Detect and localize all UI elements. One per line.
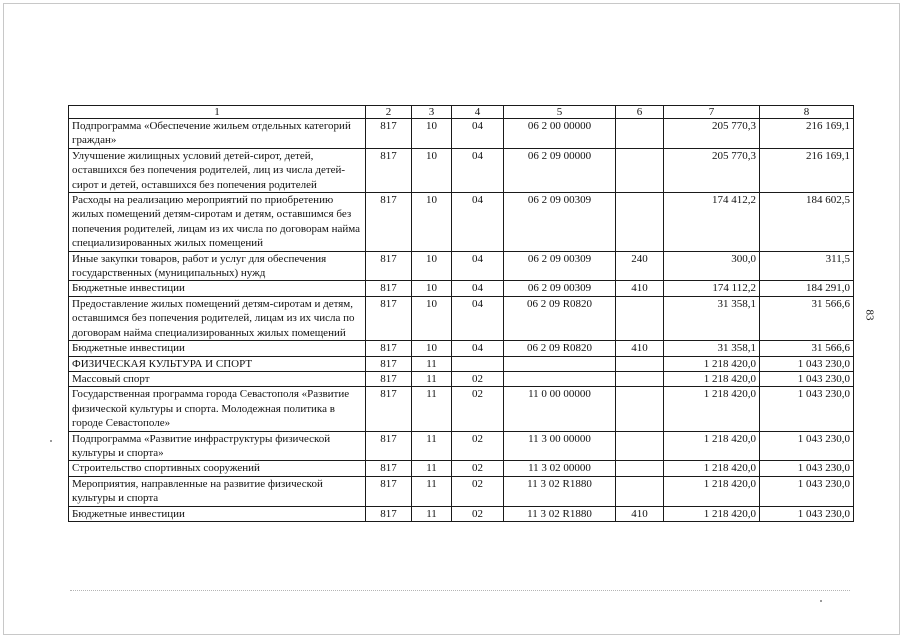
amount-year2-cell: 1 043 230,0 (760, 371, 854, 386)
amount-year1-cell: 31 358,1 (664, 296, 760, 340)
row-name-cell: ФИЗИЧЕСКАЯ КУЛЬТУРА И СПОРТ (69, 356, 366, 371)
target-article-cell: 06 2 09 00309 (504, 193, 616, 252)
section-cell: 10 (412, 193, 452, 252)
subsection-cell: 02 (452, 387, 504, 431)
expense-type-cell (616, 476, 664, 506)
row-name-cell: Подпрограмма «Обеспечение жильем отдельных категорий граждан» (69, 119, 366, 149)
target-article-cell: 06 2 09 00000 (504, 148, 616, 192)
target-article-cell: 11 3 02 R1880 (504, 476, 616, 506)
subsection-cell: 02 (452, 461, 504, 476)
target-article-cell: 11 3 00 00000 (504, 431, 616, 461)
table-row (69, 193, 854, 252)
amount-year1-cell: 1 218 420,0 (664, 431, 760, 461)
expense-type-cell (616, 356, 664, 371)
scan-dotted-line (70, 590, 850, 597)
section-cell: 11 (412, 387, 452, 431)
row-name-cell: Бюджетные инвестиции (69, 341, 366, 356)
header-cell: 3 (412, 106, 452, 119)
section-cell: 10 (412, 281, 452, 296)
target-article-cell: 11 3 02 R1880 (504, 506, 616, 521)
section-cell: 10 (412, 119, 452, 149)
target-article-cell: 06 2 09 R0820 (504, 296, 616, 340)
subsection-cell: 04 (452, 341, 504, 356)
header-cell: 5 (504, 106, 616, 119)
table-row (69, 431, 854, 461)
row-name-cell: Расходы на реализацию мероприятий по приобретению жилых помещений детям-сиротам и детям, оставшимся без попечения родителей, лицам из их числа по договорам найма специализированных жилых помещений (69, 193, 366, 252)
amount-year1-cell: 1 218 420,0 (664, 476, 760, 506)
table-header-row (69, 106, 854, 119)
section-cell: 11 (412, 356, 452, 371)
section-cell: 10 (412, 148, 452, 192)
section-cell: 11 (412, 371, 452, 386)
section-cell: 11 (412, 431, 452, 461)
table-row (69, 119, 854, 149)
expense-type-cell (616, 387, 664, 431)
amount-year2-cell: 1 043 230,0 (760, 356, 854, 371)
scan-artifact (820, 600, 822, 602)
target-article-cell: 06 2 09 00309 (504, 251, 616, 281)
expense-type-cell: 410 (616, 281, 664, 296)
row-name-cell: Подпрограмма «Развитие инфраструктуры физической культуры и спорта» (69, 431, 366, 461)
subsection-cell (452, 356, 504, 371)
table-row (69, 148, 854, 192)
table-row (69, 356, 854, 371)
amount-year1-cell: 1 218 420,0 (664, 387, 760, 431)
row-name-cell: Бюджетные инвестиции (69, 281, 366, 296)
ministry-cell: 817 (366, 341, 412, 356)
ministry-cell: 817 (366, 476, 412, 506)
expense-type-cell (616, 431, 664, 461)
subsection-cell: 02 (452, 476, 504, 506)
amount-year2-cell: 1 043 230,0 (760, 476, 854, 506)
expense-type-cell (616, 193, 664, 252)
ministry-cell: 817 (366, 461, 412, 476)
target-article-cell: 06 2 09 R0820 (504, 341, 616, 356)
header-cell: 2 (366, 106, 412, 119)
table-row (69, 341, 854, 356)
row-name-cell: Мероприятия, направленные на развитие физической культуры и спорта (69, 476, 366, 506)
ministry-cell: 817 (366, 193, 412, 252)
amount-year1-cell: 1 218 420,0 (664, 461, 760, 476)
row-name-cell: Массовый спорт (69, 371, 366, 386)
amount-year1-cell: 1 218 420,0 (664, 371, 760, 386)
subsection-cell: 04 (452, 148, 504, 192)
row-name-cell: Улучшение жилищных условий детей-сирот, детей, оставшихся без попечения родителей, лиц из числа детей-сирот и детей, оставшихся без попечения родителей (69, 148, 366, 192)
ministry-cell: 817 (366, 371, 412, 386)
header-cell: 7 (664, 106, 760, 119)
row-name-cell: Государственная программа города Севастополя «Развитие физической культуры и спорта. Молодежная политика в городе Севастополе» (69, 387, 366, 431)
row-name-cell: Бюджетные инвестиции (69, 506, 366, 521)
amount-year2-cell: 31 566,6 (760, 296, 854, 340)
header-cell: 8 (760, 106, 854, 119)
expense-type-cell: 410 (616, 506, 664, 521)
subsection-cell: 02 (452, 371, 504, 386)
subsection-cell: 04 (452, 281, 504, 296)
expense-type-cell (616, 119, 664, 149)
section-cell: 11 (412, 506, 452, 521)
expense-type-cell: 240 (616, 251, 664, 281)
amount-year2-cell: 216 169,1 (760, 148, 854, 192)
expense-type-cell (616, 461, 664, 476)
ministry-cell: 817 (366, 148, 412, 192)
budget-table (68, 105, 854, 522)
table-row (69, 506, 854, 521)
amount-year1-cell: 205 770,3 (664, 119, 760, 149)
ministry-cell: 817 (366, 431, 412, 461)
subsection-cell: 04 (452, 193, 504, 252)
ministry-cell: 817 (366, 281, 412, 296)
subsection-cell: 04 (452, 251, 504, 281)
amount-year1-cell: 1 218 420,0 (664, 506, 760, 521)
amount-year1-cell: 174 412,2 (664, 193, 760, 252)
amount-year2-cell: 1 043 230,0 (760, 461, 854, 476)
amount-year1-cell: 205 770,3 (664, 148, 760, 192)
amount-year1-cell: 300,0 (664, 251, 760, 281)
header-cell: 1 (69, 106, 366, 119)
header-cell: 4 (452, 106, 504, 119)
expense-type-cell (616, 148, 664, 192)
amount-year2-cell: 184 291,0 (760, 281, 854, 296)
ministry-cell: 817 (366, 296, 412, 340)
header-cell: 6 (616, 106, 664, 119)
amount-year2-cell: 1 043 230,0 (760, 506, 854, 521)
amount-year2-cell: 31 566,6 (760, 341, 854, 356)
subsection-cell: 02 (452, 431, 504, 461)
amount-year2-cell: 1 043 230,0 (760, 431, 854, 461)
scan-artifact (50, 440, 52, 442)
amount-year2-cell: 184 602,5 (760, 193, 854, 252)
target-article-cell: 06 2 00 00000 (504, 119, 616, 149)
subsection-cell: 04 (452, 119, 504, 149)
target-article-cell: 11 3 02 00000 (504, 461, 616, 476)
table-row (69, 387, 854, 431)
section-cell: 11 (412, 461, 452, 476)
ministry-cell: 817 (366, 356, 412, 371)
section-cell: 10 (412, 251, 452, 281)
amount-year1-cell: 1 218 420,0 (664, 356, 760, 371)
amount-year1-cell: 31 358,1 (664, 341, 760, 356)
target-article-cell: 06 2 09 00309 (504, 281, 616, 296)
table-row (69, 281, 854, 296)
expense-type-cell: 410 (616, 341, 664, 356)
section-cell: 10 (412, 296, 452, 340)
ministry-cell: 817 (366, 387, 412, 431)
subsection-cell: 02 (452, 506, 504, 521)
row-name-cell: Иные закупки товаров, работ и услуг для обеспечения государственных (муниципальных) нужд (69, 251, 366, 281)
amount-year2-cell: 311,5 (760, 251, 854, 281)
page-number: 83 (863, 309, 876, 321)
amount-year1-cell: 174 112,2 (664, 281, 760, 296)
section-cell: 10 (412, 341, 452, 356)
target-article-cell: 11 0 00 00000 (504, 387, 616, 431)
target-article-cell (504, 356, 616, 371)
target-article-cell (504, 371, 616, 386)
subsection-cell: 04 (452, 296, 504, 340)
table-row (69, 476, 854, 506)
ministry-cell: 817 (366, 506, 412, 521)
table-row (69, 251, 854, 281)
row-name-cell: Строительство спортивных сооружений (69, 461, 366, 476)
table-row (69, 296, 854, 340)
row-name-cell: Предоставление жилых помещений детям-сиротам и детям, оставшимся без попечения родителей, лицам из их числа по договорам найма специализированных жилых помещений (69, 296, 366, 340)
ministry-cell: 817 (366, 251, 412, 281)
expense-type-cell (616, 296, 664, 340)
amount-year2-cell: 216 169,1 (760, 119, 854, 149)
expense-type-cell (616, 371, 664, 386)
amount-year2-cell: 1 043 230,0 (760, 387, 854, 431)
section-cell: 11 (412, 476, 452, 506)
table-row (69, 371, 854, 386)
ministry-cell: 817 (366, 119, 412, 149)
table-row (69, 461, 854, 476)
